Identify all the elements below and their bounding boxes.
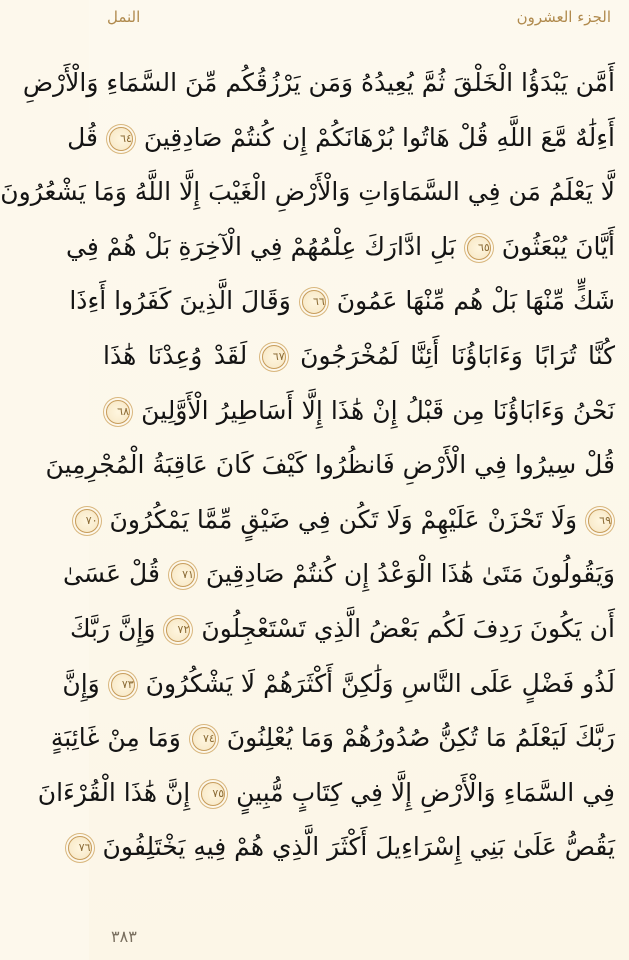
verse-line — [67, 111, 615, 166]
page-header — [89, 0, 629, 36]
ayah-number-marker: ٦٤ — [109, 127, 133, 151]
verse-text: لَذُو فَضْلٍ عَلَى النَّاسِ وَلَٰكِنَّ أَكْثَرَهُمْ لَا يَشْكُرُونَ — [145, 668, 615, 698]
verse-line — [45, 438, 615, 493]
ayah-number-marker: ٧٤ — [192, 727, 216, 751]
verse-line — [85, 493, 615, 548]
verse-text: يَقُصُّ عَلَىٰ بَنِي إِسْرَاءِيلَ أَكْثَرَ الَّذِي هُمْ فِيهِ يَخْتَلِفُونَ — [102, 832, 615, 862]
surah-title: النمل — [107, 8, 141, 26]
verse-line — [69, 602, 615, 657]
verse-text: أَيَّانَ يُبْعَثُونَ — [501, 231, 615, 261]
ayah-number-marker: ٦٩ — [588, 509, 612, 533]
verse-text: لَقَدْ وُعِدْنَا هَٰذَا — [103, 340, 248, 370]
verse-line — [103, 329, 615, 384]
ayah-number-marker: ٦٦ — [302, 290, 326, 314]
verse-text: بَلِ ادَّارَكَ عِلْمُهُمْ فِي الْآخِرَةِ بَلْ هُمْ فِي — [66, 231, 456, 261]
verse-text: وَقَالَ الَّذِينَ كَفَرُوا أَءِذَا — [69, 286, 291, 316]
verse-text: لَّا يَعْلَمُ مَن فِي السَّمَاوَاتِ وَالْأَرْضِ الْغَيْبَ إِلَّا اللَّهُ وَمَا يَشْعُرُونَ — [0, 177, 615, 207]
ayah-number-marker: ٦٧ — [262, 345, 286, 369]
verse-text: نَحْنُ وَءَابَاؤُنَا مِن قَبْلُ إِنْ هَٰذَا إِلَّا أَسَاطِيرُ الْأَوَّلِينَ — [141, 395, 615, 425]
verse-line — [0, 165, 615, 220]
verse-text: وَلَا تَحْزَنْ عَلَيْهِمْ وَلَا تَكُن فِي ضَيْقٍ مِّمَّا يَمْكُرُونَ — [109, 504, 578, 534]
verse-lines — [0, 56, 616, 875]
verse-text: وَإِنَّ رَبَّكَ — [69, 613, 156, 643]
verse-text: أَمَّن يَبْدَؤُا الْخَلْقَ ثُمَّ يُعِيدُهُ وَمَن يَرْزُقُكُم مِّنَ السَّمَاءِ وَالْأَرْضِ — [22, 68, 615, 97]
verse-text: وَيَقُولُونَ مَتَىٰ هَٰذَا الْوَعْدُ إِن كُنتُمْ صَادِقِينَ — [205, 559, 615, 589]
verse-line — [50, 711, 615, 766]
ayah-number-marker: ٦٥ — [467, 236, 491, 260]
verse-line — [78, 820, 615, 875]
verse-text: قُلْ عَسَىٰ — [63, 559, 160, 589]
verse-text: أَءِلَٰهٌ مَّعَ اللَّهِ قُلْ هَاتُوا بُرْهَانَكُمْ إِن كُنتُمْ صَادِقِينَ — [143, 122, 615, 152]
verse-line — [37, 766, 615, 821]
ayah-number-marker: ٧٠ — [75, 509, 99, 533]
verse-text: فِي السَّمَاءِ وَالْأَرْضِ إِلَّا فِي كِتَابٍ مُّبِينٍ — [236, 777, 615, 807]
ayah-number-marker: ٧٢ — [166, 618, 190, 642]
verse-text: وَإِنَّ — [62, 668, 100, 698]
ayah-number-marker: ٧٦ — [68, 836, 92, 860]
verse-line — [69, 274, 615, 329]
verse-text: قُل — [67, 122, 98, 152]
ayah-number-marker: ٦٨ — [106, 400, 130, 424]
verse-line — [63, 547, 615, 602]
verse-line — [103, 384, 615, 439]
verse-line — [22, 56, 615, 111]
verse-text: وَمَا مِنْ غَائِبَةٍ — [50, 723, 181, 753]
verse-text: قُلْ سِيرُوا فِي الْأَرْضِ فَانظُرُوا كَيْفَ كَانَ عَاقِبَةُ الْمُجْرِمِينَ — [45, 450, 615, 480]
verse-line — [66, 220, 615, 275]
page-number: ٣٨٣ — [111, 927, 137, 946]
verse-text: كُنَّا تُرَابًا وَءَابَاؤُنَا أَئِنَّا لَمُخْرَجُونَ — [300, 340, 616, 370]
juz-title: الجزء العشرون — [516, 8, 611, 26]
verse-text: إِنَّ هَٰذَا الْقُرْءَانَ — [37, 777, 191, 807]
ayah-number-marker: ٧٣ — [111, 673, 135, 697]
ayah-number-marker: ٧٥ — [201, 782, 225, 806]
verse-line — [62, 657, 615, 712]
verse-text: أَن يَكُونَ رَدِفَ لَكُم بَعْضُ الَّذِي تَسْتَعْجِلُونَ — [201, 613, 615, 643]
verse-text: رَبَّكَ لَيَعْلَمُ مَا تُكِنُّ صُدُورُهُمْ وَمَا يُعْلِنُونَ — [226, 723, 615, 753]
verse-text: شَكٍّ مِّنْهَا بَلْ هُم مِّنْهَا عَمُونَ — [336, 286, 615, 316]
ayah-number-marker: ٧١ — [171, 563, 195, 587]
